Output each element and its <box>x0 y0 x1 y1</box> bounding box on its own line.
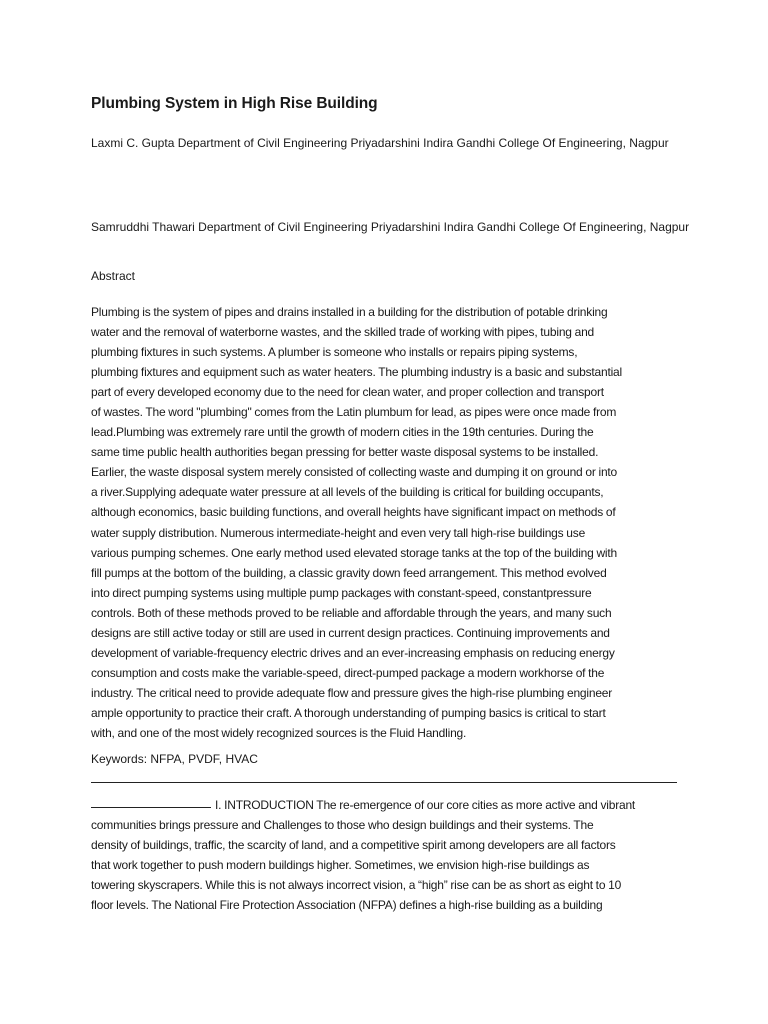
abstract-line: development of variable-frequency electric drives and an ever-increasing emphasis on reducing energy <box>91 645 615 660</box>
abstract-heading: Abstract <box>91 269 136 283</box>
abstract-line: consumption and costs make the variable-speed, direct-pumped package a modern workhorse of the <box>91 665 605 680</box>
abstract-line: controls. Both of these methods proved to be reliable and affordable through the years, and many such <box>91 605 612 620</box>
abstract-line: ample opportunity to practice their craft. A thorough understanding of pumping basics is critical to start <box>91 705 606 720</box>
intro-heading-text: I. INTRODUCTION The re-emergence of our core cities as more active and vibrant <box>215 798 636 812</box>
introduction-body <box>91 795 681 915</box>
abstract-line: of wastes. The word "plumbing" comes from the Latin plumbum for lead, as pipes were once made from <box>91 405 617 420</box>
intro-line: density of buildings, traffic, the scarcity of land, and a competitive spirit among developers are all factors <box>91 838 616 853</box>
abstract-body <box>91 302 681 743</box>
author-affiliation-2: Samruddhi Thawari Department of Civil Engineering Priyadarshini Indira Gandhi College Of Engineering, Nagpur <box>91 220 690 234</box>
abstract-line: although economics, basic building functions, and overall heights have significant impact on methods of <box>91 505 616 520</box>
abstract-line: into direct pumping systems using multiple pump packages with constant-speed, constantpressure <box>91 585 592 600</box>
abstract-line: industry. The critical need to provide adequate flow and pressure gives the high-rise plumbing engineer <box>91 685 613 700</box>
abstract-line: part of every developed economy due to the need for clean water, and proper collection and transport <box>91 385 604 400</box>
abstract-line: plumbing fixtures and equipment such as water heaters. The plumbing industry is a basic and substantial <box>91 365 622 380</box>
abstract-line: designs are still active today or still are used in current design practices. Continuing improvements and <box>91 625 610 640</box>
abstract-line: various pumping schemes. One early method used elevated storage tanks at the top of the building with <box>91 545 617 560</box>
paper-title: Plumbing System in High Rise Building <box>91 95 378 112</box>
intro-line: floor levels. The National Fire Protection Association (NFPA) defines a high-rise building as a building <box>91 898 603 913</box>
abstract-line: lead.Plumbing was extremely rare until the growth of modern cities in the 19th centuries. During the <box>91 425 594 440</box>
keywords-line: Keywords: NFPA, PVDF, HVAC <box>91 752 258 766</box>
abstract-line: Plumbing is the system of pipes and drains installed in a building for the distribution of potable drinking <box>91 305 608 319</box>
abstract-line: a river.Supplying adequate water pressure at all levels of the building is critical for building occupants, <box>91 485 604 500</box>
abstract-line: Earlier, the waste disposal system merely consisted of collecting waste and dumping it on ground or into <box>91 465 618 480</box>
intro-line: communities brings pressure and Challenges to those who design buildings and their systems. The <box>91 818 594 833</box>
abstract-line: water and the removal of waterborne wastes, and the skilled trade of working with pipes, tubing and <box>91 325 595 340</box>
abstract-line: fill pumps at the bottom of the building, a classic gravity down feed arrangement. This method evolved <box>91 565 607 580</box>
intro-line: that work together to push modern buildings higher. Sometimes, we envision high-rise buildings as <box>91 858 590 873</box>
inline-rule <box>91 807 211 808</box>
abstract-line: same time public health authorities began pressing for better waste disposal systems to be installed. <box>91 445 599 460</box>
abstract-line: plumbing fixtures in such systems. A plumber is someone who installs or repairs piping systems, <box>91 345 578 360</box>
intro-line-first <box>91 795 681 815</box>
intro-line: towering skyscrapers. While this is not always incorrect vision, a “high” rise can be as short as eight to 10 <box>91 878 622 893</box>
abstract-line: with, and one of the most widely recognized sources is the Fluid Handling. <box>91 725 467 740</box>
abstract-line: water supply distribution. Numerous intermediate-height and even very tall high-rise buildings use <box>91 525 586 540</box>
author-affiliation-1: Laxmi C. Gupta Department of Civil Engineering Priyadarshini Indira Gandhi College Of Engineering, Nagpur <box>91 136 669 150</box>
section-divider <box>91 782 677 783</box>
